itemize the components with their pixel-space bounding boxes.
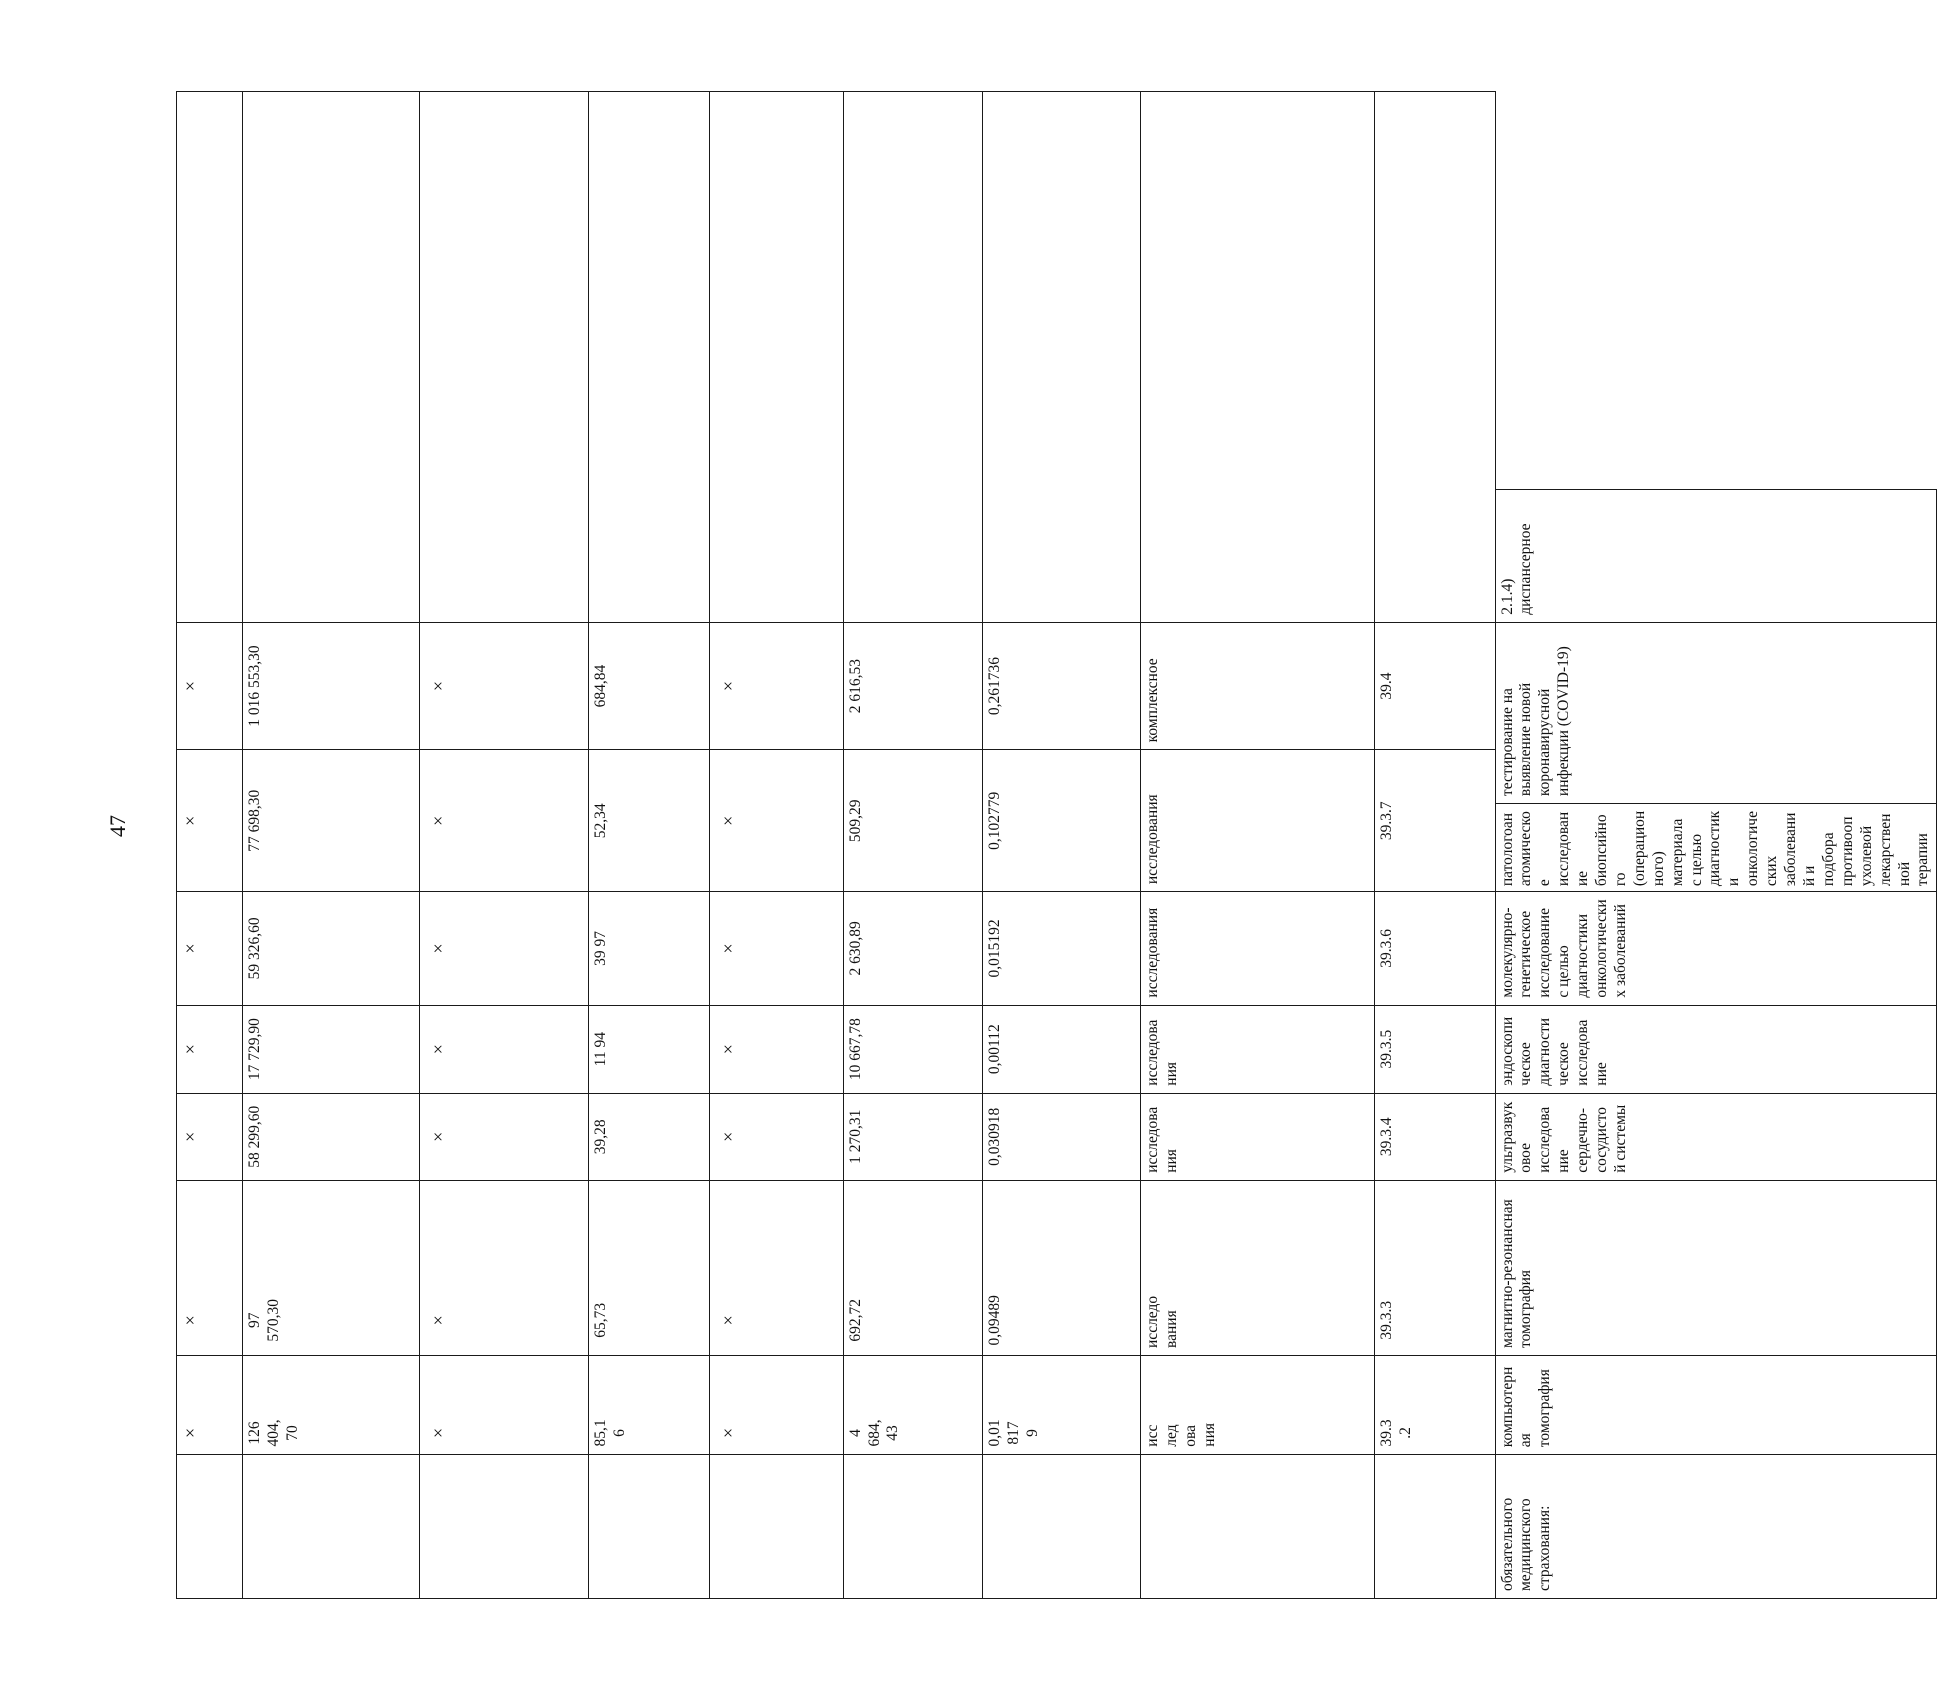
cell-c8: ×: [420, 622, 589, 750]
cell-code: 39.3.5: [1375, 1005, 1495, 1093]
cell-code: 39.3.7: [1375, 750, 1495, 892]
cell-code: [1375, 1454, 1495, 1455]
cell-norm: 0,09489: [982, 1286, 1140, 1356]
cell-c10: ×: [177, 1093, 243, 1180]
cell-norm: 0,102779: [982, 750, 1140, 892]
cell-code: 39.3.4: [1375, 1093, 1495, 1180]
cell-c6: ×: [709, 1412, 843, 1454]
cell-norm: 0,261736: [982, 622, 1140, 750]
cell-cost: 10 667,78: [843, 1005, 982, 1093]
cell-c10: [177, 1454, 243, 1455]
cell-cost: 692,72: [843, 1286, 982, 1356]
col-2-row: [1375, 92, 1495, 1599]
cell-cost: [843, 1454, 982, 1455]
cell-name: магнитно-резонансная томография: [1495, 1180, 1937, 1355]
cell-total: [243, 1454, 420, 1455]
rotated-table-container: [176, 91, 1937, 1599]
cell-unit: исследования: [1141, 750, 1375, 892]
cell-name: компьютерная томография: [1495, 1355, 1937, 1454]
cell-c10: ×: [177, 892, 243, 1005]
cell-unit: исследования: [1141, 1093, 1375, 1180]
cell-norm: 0,00112: [982, 1005, 1140, 1093]
cell-cost: 1 270,31: [843, 1093, 982, 1180]
col-8-row: [420, 92, 589, 1599]
cell-c8: ×: [420, 750, 589, 892]
cell-code: 39.3.2: [1375, 1412, 1495, 1454]
page-number: 47: [105, 815, 130, 837]
header-cell: обязательного медицинского страхования:: [1495, 1455, 1937, 1599]
col-3-row: [1141, 92, 1375, 1599]
cell-norm: 0,030918: [982, 1093, 1140, 1180]
cell-c6: ×: [709, 892, 843, 1005]
cell-percap: 39 97: [589, 892, 709, 1005]
cell-c6: ×: [709, 1286, 843, 1356]
cell-name: 2.1.4) диспансерное: [1495, 490, 1937, 623]
cell-total: 59 326,60: [243, 892, 420, 1005]
cell-name: патологоанатомическое исследование биопсийного (операционного) материала с целью диагностики онкологических заболеваний и подбора противоопухолевой лекарственной терапии: [1495, 804, 1937, 892]
cell-c8: ×: [420, 1005, 589, 1093]
cell-cost: 509,29: [843, 750, 982, 892]
cell-c6: ×: [709, 1093, 843, 1180]
col-6-row: [709, 92, 843, 1599]
cell-norm: [982, 1454, 1140, 1455]
cell-total: 77 698,30: [243, 750, 420, 892]
cell-percap: 52,34: [589, 750, 709, 892]
cell-percap: 684,84: [589, 622, 709, 750]
cell-percap: 11 94: [589, 1005, 709, 1093]
cell-c10: ×: [177, 622, 243, 750]
col-1-row: [1495, 92, 1937, 1599]
cell-name: эндоскопическое диагностическое исследование: [1495, 1005, 1937, 1093]
cell-total: 17 729,90: [243, 1005, 420, 1093]
cell-c10: ×: [177, 750, 243, 892]
cell-code: 39.4: [1375, 622, 1495, 750]
cell-c8: ×: [420, 892, 589, 1005]
cell-c10: ×: [177, 1286, 243, 1356]
col-7-row: [589, 92, 709, 1599]
cell-c8: ×: [420, 1286, 589, 1356]
cell-cost: 2 630,89: [843, 892, 982, 1005]
cell-name: тестирование на выявление новой коронавирусной инфекции (COVID-19): [1495, 622, 1937, 803]
cell-unit: исследования: [1141, 1005, 1375, 1093]
cell-unit: комплексное: [1141, 622, 1375, 750]
col-9-row: [243, 92, 420, 1599]
cell-code: 39.3.3: [1375, 1286, 1495, 1356]
cell-total: 58 299,60: [243, 1093, 420, 1180]
cell-c6: ×: [709, 1005, 843, 1093]
cell-cost: 2 616,53: [843, 622, 982, 750]
cell-unit: исследования: [1141, 1412, 1375, 1454]
cell-percap: 39,28: [589, 1093, 709, 1180]
cell-c8: ×: [420, 1412, 589, 1454]
cell-c8: [420, 1454, 589, 1455]
cell-norm: 0,018179: [982, 1412, 1140, 1454]
cell-c8: ×: [420, 1093, 589, 1180]
cell-percap: 65,73: [589, 1286, 709, 1356]
cell-c6: ×: [709, 622, 843, 750]
col-5-row: [843, 92, 982, 1599]
cell-unit: исследования: [1141, 1286, 1375, 1356]
cell-unit: исследования: [1141, 892, 1375, 1005]
cell-total: 97 570,30: [243, 1286, 420, 1356]
col-10-row: [177, 92, 243, 1599]
financing-table: [176, 91, 1937, 1599]
cell-name: ультразвуковое исследование сердечно-сосудистой системы: [1495, 1093, 1937, 1180]
cell-cost: 4 684,43: [843, 1412, 982, 1454]
cell-c10: ×: [177, 1005, 243, 1093]
cell-percap: [589, 1454, 709, 1455]
cell-c10: ×: [177, 1412, 243, 1454]
col-4-row: [982, 92, 1140, 1599]
cell-unit: [1141, 1454, 1375, 1455]
cell-norm: 0,015192: [982, 892, 1140, 1005]
cell-total: 126 404,70: [243, 1412, 420, 1454]
cell-name: молекулярно-генетическое исследование с целью диагностики онкологических заболеваний: [1495, 892, 1937, 1005]
cell-total: 1 016 553,30: [243, 622, 420, 750]
cell-percap: 85,16: [589, 1412, 709, 1454]
cell-code: 39.3.6: [1375, 892, 1495, 1005]
cell-c6: ×: [709, 750, 843, 892]
cell-c6: [709, 1454, 843, 1455]
